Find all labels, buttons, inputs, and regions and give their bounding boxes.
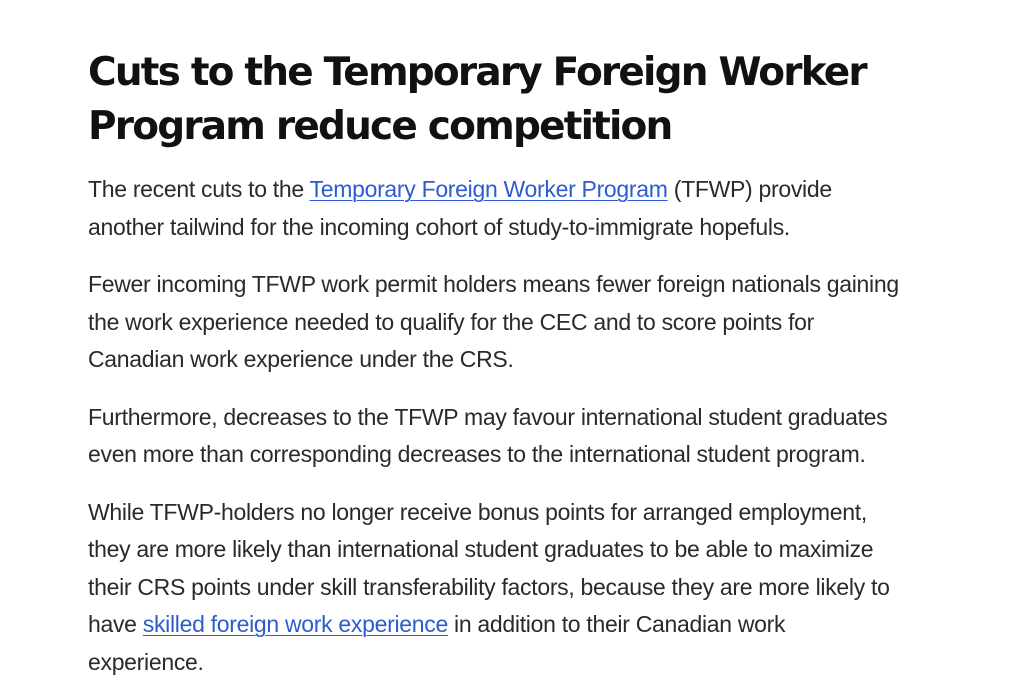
paragraph-line: Fewer incoming TFWP work permit holders means fewer foreign nationals gaining (88, 271, 899, 297)
paragraph-line: they are more likely than international student graduates to be able to maximize (88, 536, 874, 562)
article-heading (88, 46, 968, 154)
skilled-foreign-work-experience-link[interactable]: skilled foreign work experience (142, 611, 448, 637)
heading-line-1: Cuts to the Temporary Foreign Worker (88, 50, 866, 95)
paragraph-line: their CRS points under skill transferability factors, because they are more likely to (88, 573, 890, 600)
text-segment: (TFWP) provide (667, 176, 832, 202)
paragraph-furthermore (88, 399, 968, 474)
paragraph-line: While TFWP-holders no longer receive bonus points for arranged employment, (88, 498, 867, 525)
paragraph-line: another tailwind for the incoming cohort of study-to-immigrate hopefuls. (88, 213, 790, 240)
paragraph-skill-transferability (88, 494, 968, 682)
paragraph-line: Canadian work experience under the CRS. (88, 346, 514, 372)
tfwp-program-link[interactable]: Temporary Foreign Worker Program (309, 176, 668, 202)
text-segment: The recent cuts to the (88, 176, 310, 202)
paragraph-line: even more than corresponding decreases to the international student program. (88, 441, 866, 467)
text-segment: in addition to their Canadian work (447, 611, 786, 637)
paragraph-fewer-permits (88, 266, 968, 379)
paragraph-line (88, 606, 968, 644)
text-segment: have (88, 611, 143, 637)
paragraph-tfwp-intro (88, 171, 968, 246)
article (88, 46, 968, 681)
paragraph-line (88, 171, 968, 209)
heading-line-2: Program reduce competition (88, 104, 672, 149)
paragraph-line: experience. (88, 648, 204, 675)
paragraph-line: the work experience needed to qualify for the CEC and to score points for (88, 308, 815, 335)
paragraph-line: Furthermore, decreases to the TFWP may favour international student graduates (88, 403, 888, 430)
